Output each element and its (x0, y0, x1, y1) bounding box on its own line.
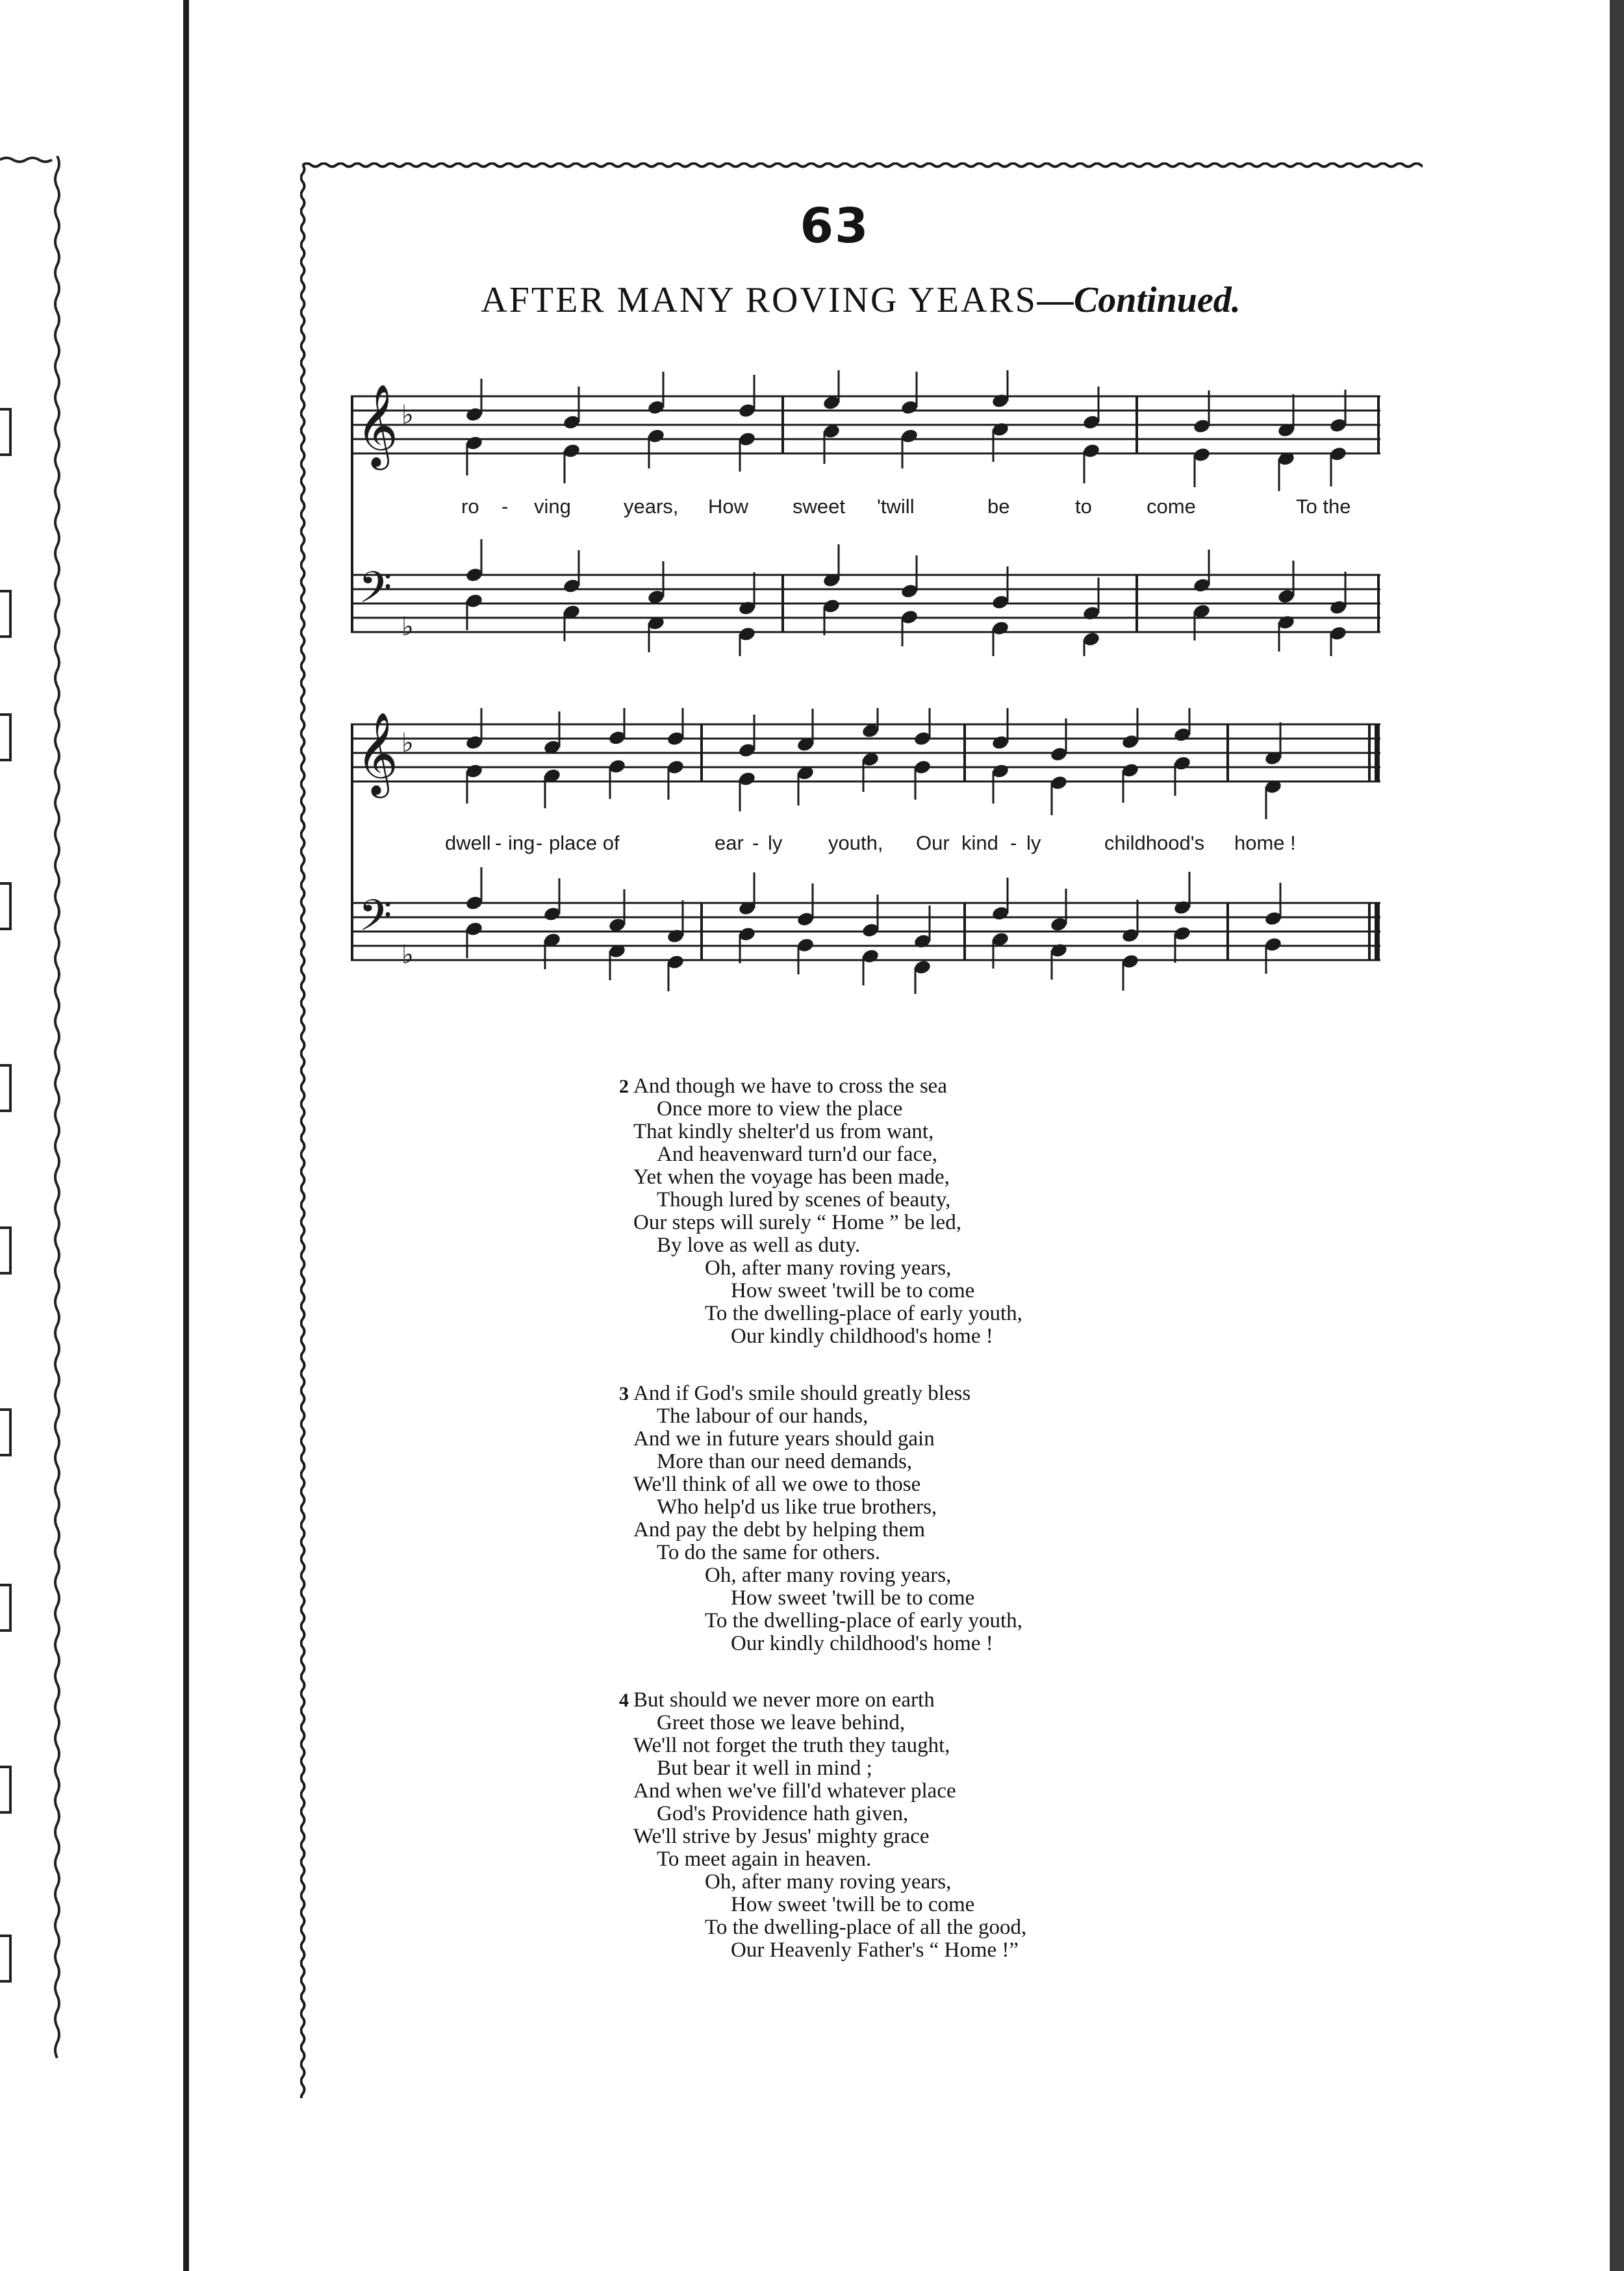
verse-line: Greet those we leave behind, (657, 1711, 906, 1734)
key-signature-flat: ♭ (401, 940, 414, 970)
verse-line: But should we never more on earth (633, 1688, 935, 1712)
page-title (390, 279, 1332, 321)
lyric-syllable: ear (715, 831, 744, 854)
lyric-syllable: - (501, 495, 509, 518)
verse-line: More than our need demands, (657, 1450, 913, 1473)
verse-line: To do the same for others. (657, 1541, 881, 1564)
lyric-syllable: come (1147, 495, 1196, 518)
verse-line: And heavenward turn'd our face, (657, 1143, 938, 1166)
lyric-syllable: youth, (828, 831, 883, 854)
verse-line: And pay the debt by helping them (633, 1518, 926, 1541)
verse-line: Oh, after many roving years, (705, 1256, 952, 1280)
lyric-syllable: How (708, 495, 749, 518)
verse-line: How sweet 'twill be to come (731, 1893, 975, 1916)
verse-line: And if God's smile should greatly bless (633, 1382, 971, 1405)
verse-line: How sweet 'twill be to come (731, 1586, 975, 1610)
verse-line: And we in future years should gain (633, 1427, 935, 1451)
treble-staff (351, 396, 1380, 453)
verse-number: 2 (619, 1076, 629, 1097)
lyric-syllable: years, (624, 495, 679, 518)
lyric-syllable: ly (1026, 831, 1041, 854)
verse-line: Our steps will surely “ Home ” be led, (633, 1211, 961, 1234)
lyric-line-1 (351, 495, 1380, 534)
verse-line: And though we have to cross the sea (633, 1074, 947, 1098)
title-continued: —Continued. (1037, 280, 1241, 320)
verse-line: We'll strive by Jesus' mighty grace (633, 1825, 930, 1848)
verse-line: Oh, after many roving years, (705, 1870, 952, 1894)
verse-line: But bear it well in mind ; (657, 1757, 872, 1780)
lyric-syllable: be (987, 495, 1010, 518)
title-main: AFTER MANY ROVING YEARS (481, 280, 1037, 320)
lyric-syllable: ving (534, 495, 571, 518)
verse-line: To meet again in heaven. (657, 1847, 872, 1871)
verse-line: God's Providence hath given, (657, 1802, 909, 1825)
treble-clef: 𝄞 (356, 383, 399, 466)
lyric-syllable: Our (916, 831, 950, 854)
lyric-syllable: - (536, 831, 543, 854)
lyric-syllable: dwell (445, 831, 491, 854)
lyric-syllable: - (752, 831, 759, 854)
verse-line: Who help'd us like true brothers, (657, 1495, 937, 1519)
verse-line: That kindly shelter'd us from want, (633, 1120, 934, 1143)
verse-line: Our kindly childhood's home ! (731, 1632, 993, 1655)
page-number: 63 (800, 198, 870, 254)
verse-number: 4 (619, 1690, 629, 1711)
lyric-syllable: To the (1296, 495, 1351, 518)
lyric-syllable: home ! (1234, 831, 1296, 854)
verse-line: And when we've fill'd whatever place (633, 1779, 956, 1803)
verse-line: Oh, after many roving years, (705, 1564, 952, 1587)
key-signature-flat: ♭ (401, 400, 414, 430)
verse-line: How sweet 'twill be to come (731, 1279, 975, 1302)
verse-line: We'll not forget the truth they taught, (633, 1734, 950, 1757)
binding-margin-line (183, 0, 189, 2271)
verse-line: Our kindly childhood's home ! (731, 1325, 993, 1348)
treble-clef: 𝄞 (356, 711, 399, 794)
previous-page-edge (0, 156, 62, 2072)
verse-line: To the dwelling-place of early youth, (705, 1609, 1022, 1632)
lyric-syllable: childhood's (1104, 831, 1205, 854)
lyric-syllable: ly (768, 831, 783, 854)
verse-number: 3 (619, 1383, 629, 1404)
lyric-syllable: - (495, 831, 502, 854)
bass-staff (351, 575, 1380, 632)
verse-line: Yet when the voyage has been made, (633, 1165, 950, 1189)
verse-line: By love as well as duty. (657, 1234, 861, 1257)
lyric-syllable: kind (961, 831, 998, 854)
lyric-syllable: to (1075, 495, 1092, 518)
key-signature-flat: ♭ (401, 612, 414, 642)
bass-clef: 𝄢 (359, 563, 392, 623)
key-signature-flat: ♭ (401, 728, 414, 758)
verse-line: Though lured by scenes of beauty, (657, 1188, 951, 1212)
lyric-syllable: 'twill (877, 495, 915, 518)
verse-line: Our Heavenly Father's “ Home !” (731, 1938, 1019, 1962)
bass-clef: 𝄢 (359, 891, 392, 951)
page-edge-shadow (1610, 0, 1624, 2271)
verse-line: We'll think of all we owe to those (633, 1473, 921, 1496)
lyric-line-2 (351, 831, 1380, 870)
lyric-syllable: ro (461, 495, 479, 518)
verse-line: Once more to view the place (657, 1097, 903, 1121)
lyric-syllable: sweet (793, 495, 845, 518)
lyric-syllable: - (1010, 831, 1017, 854)
lyric-syllable: place of (549, 831, 620, 854)
verse-line: To the dwelling-place of early youth, (705, 1302, 1022, 1325)
lyric-syllable: ing (508, 831, 535, 854)
verse-line: To the dwelling-place of all the good, (705, 1916, 1027, 1939)
verse-line: The labour of our hands, (657, 1404, 869, 1428)
